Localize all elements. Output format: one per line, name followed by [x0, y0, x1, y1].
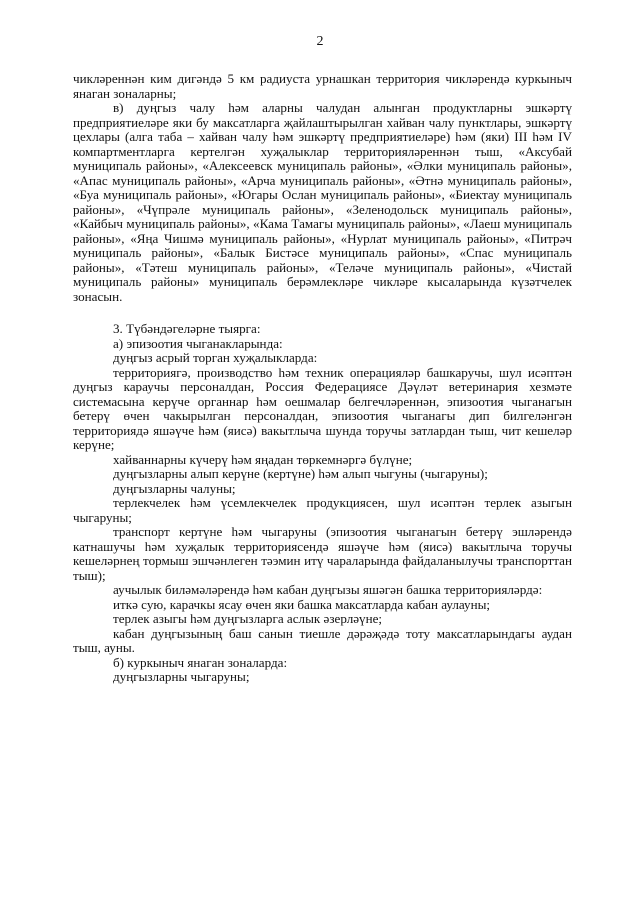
paragraph: транспорт кертүне һәм чыгаруны (эпизоотия чыганагын бетерү эшләрендә катнашучы һәм хуҗалык территориясендә яшәүче һәм (яисә) вакытлыча торучы кешеләрнең тормыш эшчәнлеген тәэмин итү чараларында файдаланылучы транспорттан тыш);: [73, 524, 572, 583]
paragraph: хайваннарны күчерү һәм яңадан төркемнәргә бүлүне;: [113, 451, 413, 467]
paragraph: дуңгызларны чалуны;: [113, 480, 236, 496]
paragraph: иткә сую, карачкы ясау өчен яки башка максатларда кабан аулауны;: [113, 596, 491, 612]
paragraph: дуңгыз асрый торган хуҗалыкларда:: [113, 350, 318, 365]
paragraph: дуңгызларны алып керүне (кертүне) һәм алып чыгуны (чыгаруны);: [113, 466, 488, 481]
paragraph: территориягә, производство һәм техник операцияләр башкаручы, шул исәптән дуңгыз караучы персоналдан, Россия Федерациясе Дәүләт ветеринария хезмәте системасына керүче органнар һәм оешмалар белгечләреннән, эпизоотия чыганагын бетерү өчен чакырылган персоналдан, эпизоотия чыганагы дип билгеләнгән территориядә яшәүче һәм (яисә) вакытлыча шунда торучы затлардан тыш, чит кешеләр керүне;: [73, 364, 572, 452]
paragraph: терлек азыгы һәм дуңгызларга аслык әзерләүне;: [113, 611, 383, 626]
paragraph: а) эпизоотия чыганакларында:: [113, 335, 283, 351]
paragraph: чикләреннән ким дигәндә 5 км радиуста урнашкан территория чикләрендә куркыныч янаган зоналарны;: [73, 71, 572, 101]
document-body: [73, 72, 572, 685]
paragraph: кабан дуңгызының баш санын тиешле дәрәҗәдә тоту максатларындагы аудан тыш, ауны.: [73, 625, 572, 655]
paragraph: дуңгызларны чыгаруны;: [113, 669, 250, 684]
page-number: 2: [316, 34, 324, 49]
paragraph: терлекчелек һәм үсемлекчелек продукциясен, шул исәптән терлек азыгын чыгаруны;: [73, 495, 572, 525]
paragraph: аучылык биләмәләрендә һәм кабан дуңгызы яшәгән башка территорияләрдә:: [113, 582, 543, 597]
paragraph: 3. Түбәндәгеләрне тыярга:: [113, 321, 261, 336]
paragraph: б) куркыныч янаган зоналарда:: [113, 654, 288, 670]
paragraph: в) дуңгыз чалу һәм аларны чалудан алынган продуктларны эшкәртү предприятиеләре яки бу максатларга җайлаштырылган хайван чалу пунктлары, эшкәртү цехлары (алга таба – хайван чалу һәм эшкәртү предприятиеләре) һәм (яки) III һәм IV компартментларга кертелгән хуҗалыклар территорияләреннән тыш, «Аксубай муниципаль районы», «Алексеевск муниципаль районы», «Әлки муниципаль районы», «Апас муниципаль районы», «Арча муниципаль районы», «Әтнә муниципаль районы», «Буа муниципаль районы», «Югары Ослан муниципаль районы», «Биектау муниципаль районы», «Чүпрәле муниципаль районы», «Зеленодольск муниципаль районы», «Кайбыч муниципаль районы», «Кама Тамагы муниципаль районы», «Лаеш муниципаль районы», «Яңа Чишмә муниципаль районы», «Нурлат муниципаль районы», «Питрәч муниципаль районы», «Балык Бистәсе муниципаль районы», «Спас муниципаль районы», «Тәтеш муниципаль районы», «Теләче муниципаль районы», «Чистай муниципаль районы» муниципаль берәмлекләре чикләре кысаларында күзәтчелек зонасын.: [73, 100, 572, 304]
